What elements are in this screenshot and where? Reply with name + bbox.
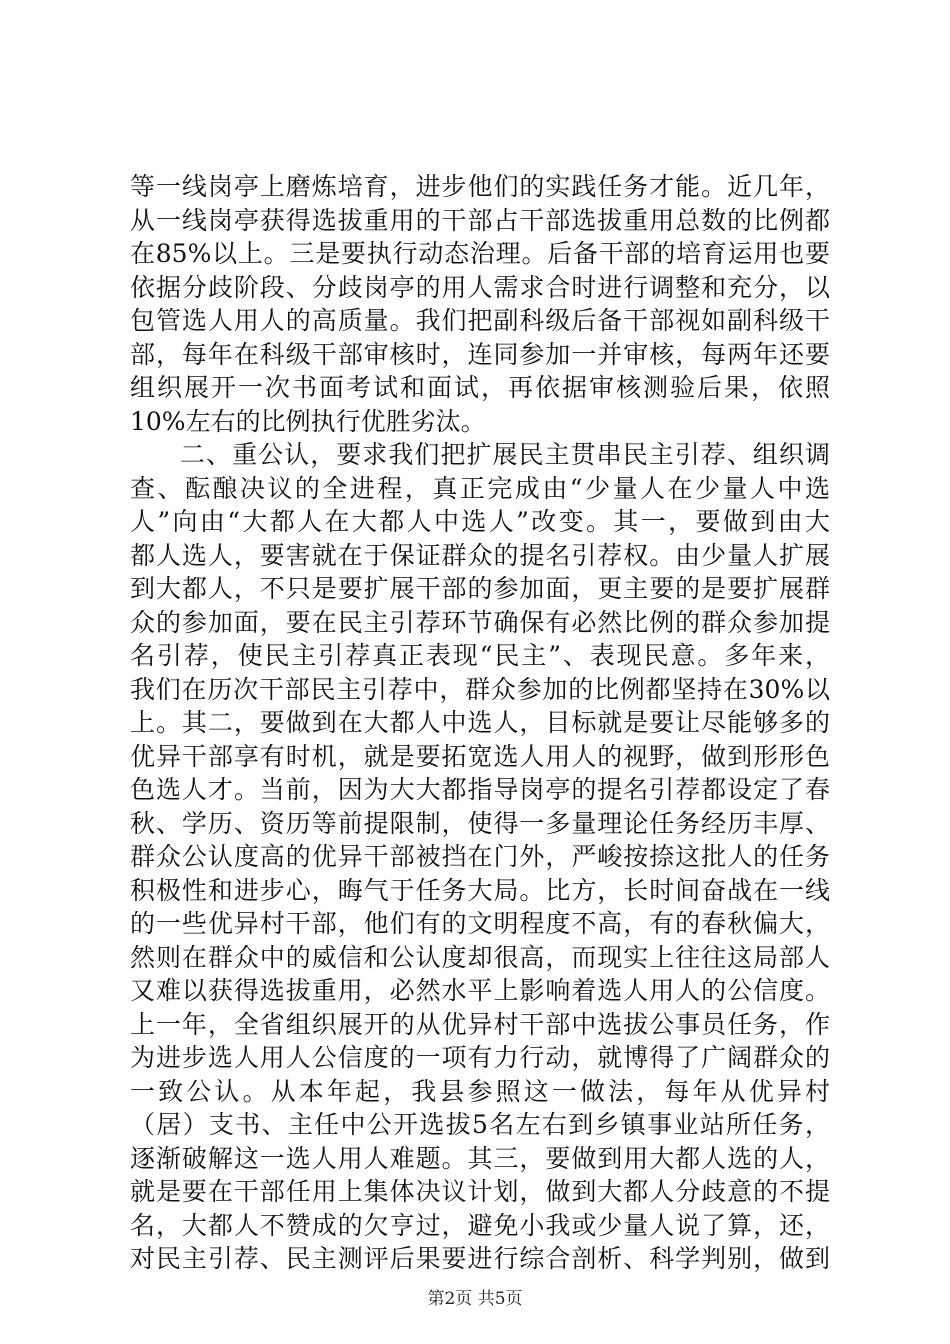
text-line: 二、重公认，要求我们把扩展民主贯串民主引荐、组织调 [180,440,830,469]
text-line: 群众公认度高的优异干部被挡在门外，严峻按捺这批人的任务 [130,842,830,871]
text-line: 10%左右的比例执行优胜劣汰。 [130,406,486,436]
text-line: 名引荐，使民主引荐真正表现“民主”、表现民意。多年来， [130,641,830,670]
text-line: 名，大都人不赞成的欠亨过，避免小我或少量人说了算，还， [130,1210,830,1240]
text-line: 上一年，全省组织展开的从优异村干部中选拔公事员任务，作 [130,1009,830,1039]
text-line: 对民主引荐、民主测评后果要进行综合剖析、科学判别，做到 [130,1244,830,1273]
text-line: 上。其二，要做到在大都人中选人，目标就是要让尽能够多的 [130,708,830,737]
text-line: 部，每年在科级干部审核时，连同参加一并审核，每两年还要 [130,339,830,369]
text-line: 从一线岗亭获得选拔重用的干部占干部选拔重用总数的比例都 [130,205,830,235]
text-line: 在85%以上。三是要执行动态治理。后备干部的培育运用也要 [130,239,830,268]
text-line: 都人选人，要害就在于保证群众的提名引荐权。由少量人扩展 [130,540,830,570]
text-line: 为进步选人用人公信度的一项有力行动，就博得了广阔群众的 [130,1043,830,1072]
text-line: 然则在群众中的威信和公认度却很高，而现实上往往这局部人 [130,942,830,972]
text-line: 就是要在干部任用上集体决议计划，做到大都人分歧意的不提 [130,1177,830,1206]
text-line: 众的参加面，要在民主引荐环节确保有必然比例的群众参加提 [130,607,830,637]
text-line: 一致公认。从本年起，我县参照这一做法，每年从优异村 [130,1076,830,1106]
text-line: 色选人才。当前，因为大大都指导岗亭的提名引荐都设定了春 [130,775,830,804]
text-line: 到大都人，不只是要扩展干部的参加面，更主要的是要扩展群 [130,574,830,603]
text-line: 又难以获得选拔重用，必然水平上影响着选人用人的公信度。 [130,976,830,1005]
text-line: （居）支书、主任中公开选拔5名左右到乡镇事业站所任务， [130,1110,830,1139]
text-line: 包管选人用人的高质量。我们把副科级后备干部视如副科级干 [130,306,830,335]
text-line: 的一些优异村干部，他们有的文明程度不高，有的春秋偏大， [130,909,830,938]
text-line: 我们在历次干部民主引荐中，群众参加的比例都坚持在30%以 [130,674,830,704]
text-line: 逐渐破解这一选人用人难题。其三，要做到用大都人选的人， [130,1143,830,1173]
text-line: 依据分歧阶段、分歧岗亭的用人需求合时进行调整和充分，以 [130,272,830,302]
text-line: 组织展开一次书面考试和面试，再依据审核测验后果，依照 [130,373,830,402]
page-number-footer: 第2页 共5页 [427,1289,523,1309]
text-line: 积极性和进步心，晦气于任务大局。比方，长时间奋战在一线 [130,875,830,905]
text-line: 人”向由“大都人在大都人中选人”改变。其一，要做到由大 [130,507,830,536]
text-line: 等一线岗亭上磨炼培育，进步他们的实践任务才能。近几年， [130,172,830,201]
text-line: 优异干部享有时机，就是要拓宽选人用人的视野，做到形形色 [130,741,830,771]
text-line: 秋、学历、资历等前提限制，使得一多量理论任务经历丰厚、 [130,808,830,838]
text-line: 查、酝酿决议的全进程，真正完成由“少量人在少量人中选 [130,473,830,503]
body-text [130,170,830,1276]
